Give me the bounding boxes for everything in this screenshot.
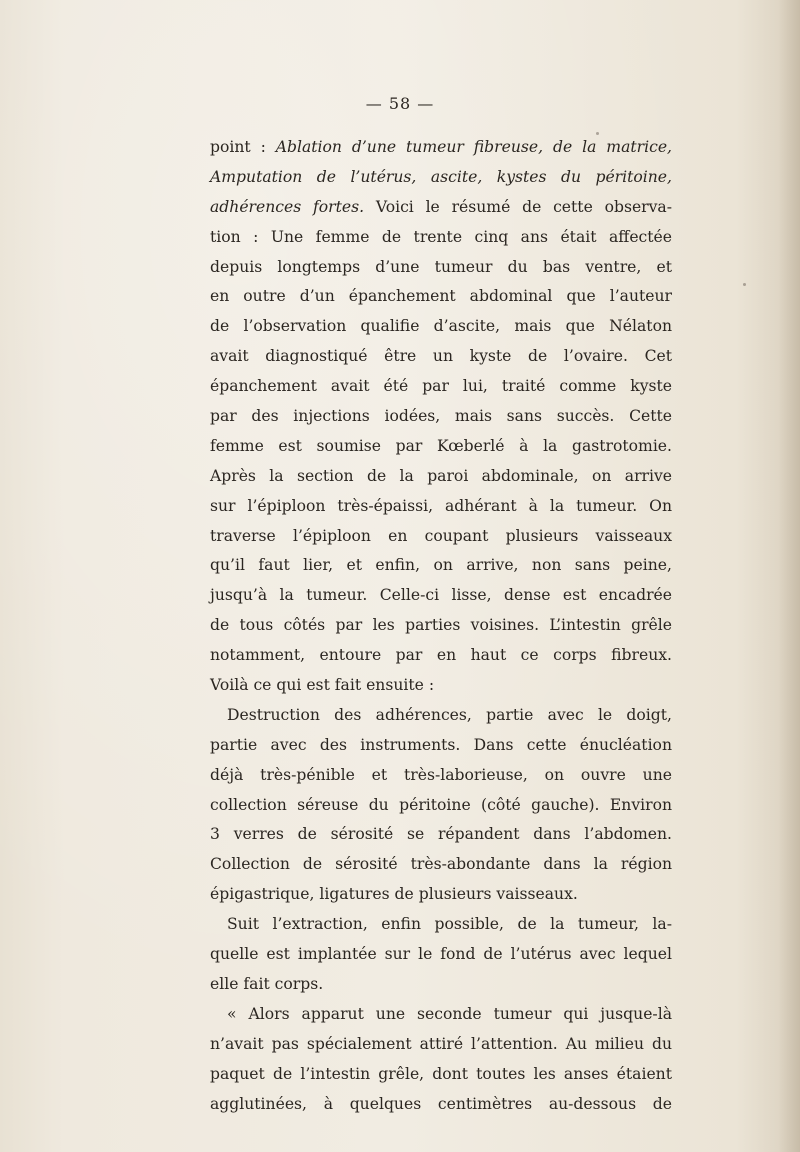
text-line: tion : Une femme de trente cinq ans était affectée xyxy=(210,227,672,246)
text-line: déjà très-pénible et très-laborieuse, on ouvre une xyxy=(210,765,672,784)
text-line: en outre d’un épanchement abdominal que l’auteur xyxy=(210,287,672,306)
text-line: 3 verres de sérosité se répandent dans l’abdomen. xyxy=(210,825,672,844)
text-line: elle fait corps. xyxy=(210,974,324,993)
text-line: Suit l’extraction, enfin possible, de la tumeur, la- xyxy=(227,915,672,934)
text-line: n’avait pas spécialement attiré l’attention. Au milieu du xyxy=(210,1034,672,1053)
text-line: Voilà ce qui est fait ensuite : xyxy=(210,676,435,695)
paper-speck xyxy=(596,132,599,135)
text-line: Collection de sérosité très-abondante dans la région xyxy=(210,855,672,874)
text-line: Destruction des adhérences, partie avec le doigt, xyxy=(227,705,672,724)
text-line: épanchement avait été par lui, traité comme kyste xyxy=(210,377,672,396)
text-line: sur l’épiploon très-épaissi, adhérant à la tumeur. On xyxy=(210,496,672,515)
text-line: femme est soumise par Kœberlé à la gastrotomie. xyxy=(210,436,672,455)
text-line: partie avec des instruments. Dans cette énucléation xyxy=(210,735,672,754)
text-line: paquet de l’intestin grêle, dont toutes les anses étaient xyxy=(210,1064,672,1083)
page-number: — 58 — xyxy=(365,94,435,113)
text-line: Après la section de la paroi abdominale, on arrive xyxy=(210,466,672,485)
text-line: quelle est implantée sur le fond de l’utérus avec lequel xyxy=(210,945,672,964)
text-line: épigastrique, ligatures de plusieurs vaisseaux. xyxy=(210,885,578,904)
text-line: de l’observation qualifie d’ascite, mais que Nélaton xyxy=(210,317,672,336)
text-line: Amputation de l’utérus, ascite, kystes du péritoine, xyxy=(210,167,672,186)
text-line: traverse l’épiploon en coupant plusieurs vaisseaux xyxy=(210,526,672,545)
text-line: point : Ablation d’une tumeur fibreuse, de la matrice, xyxy=(210,138,672,156)
page-edge-shadow xyxy=(778,0,800,1152)
text-line: depuis longtemps d’une tumeur du bas ventre, et xyxy=(210,257,672,276)
text-line: avait diagnostiqué être un kyste de l’ovaire. Cet xyxy=(210,347,672,366)
text-line: jusqu’à la tumeur. Celle-ci lisse, dense est encadrée xyxy=(210,586,672,605)
text-line: adhérences fortes. Voici le résumé de cette observa- xyxy=(210,197,672,216)
text-line: qu’il faut lier, et enfin, on arrive, non sans peine, xyxy=(210,556,672,575)
body-text xyxy=(210,133,672,1119)
text-line: « Alors apparut une seconde tumeur qui jusque-là xyxy=(227,1004,672,1023)
text-line: agglutinées, à quelques centimètres au-dessous de xyxy=(210,1094,672,1113)
text-line: collection séreuse du péritoine (côté gauche). Environ xyxy=(210,795,672,814)
text-line: notamment, entoure par en haut ce corps fibreux. xyxy=(210,646,672,665)
paper-speck xyxy=(743,283,746,286)
text-line: de tous côtés par les parties voisines. L’intestin grêle xyxy=(210,616,672,635)
text-line: par des injections iodées, mais sans succès. Cette xyxy=(210,407,672,426)
